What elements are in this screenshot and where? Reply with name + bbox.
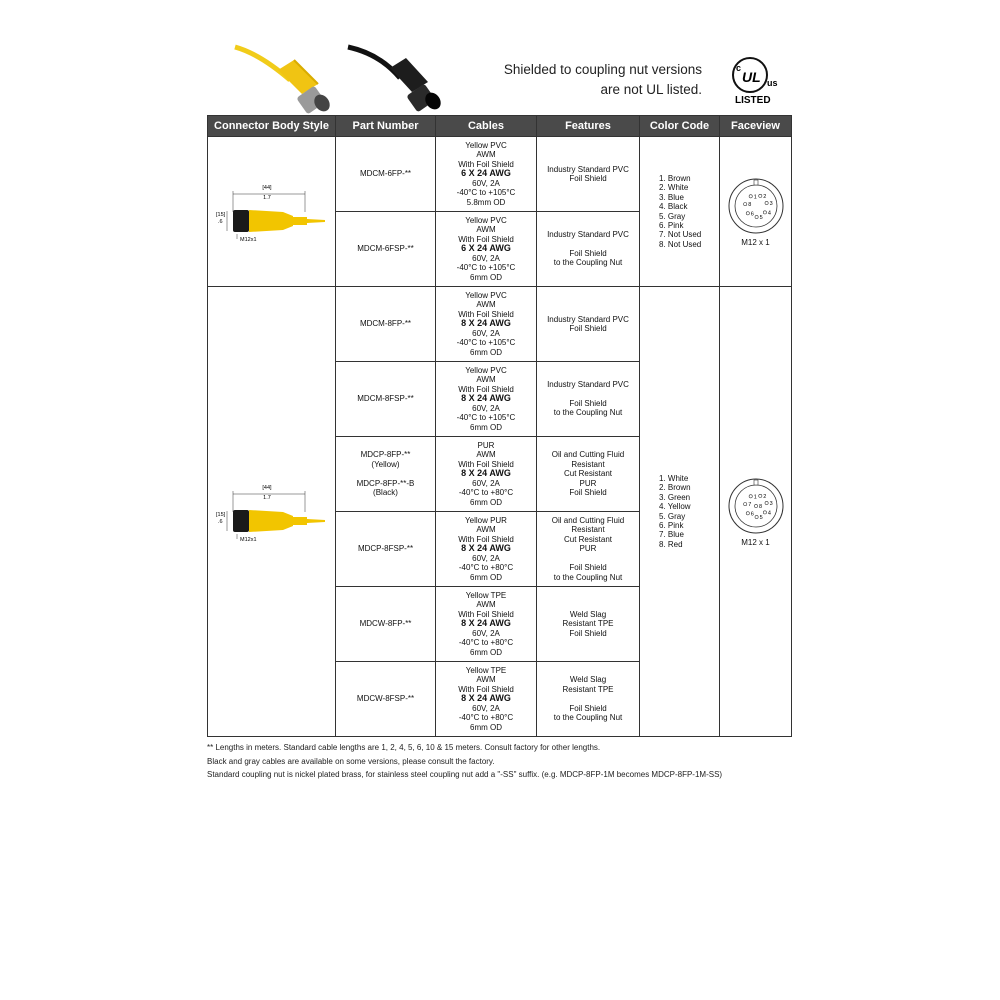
- header-faceview: Faceview: [720, 116, 792, 137]
- cable-gauge: 8 X 24 AWG: [461, 693, 511, 704]
- color-code-line: 3. Green: [659, 492, 691, 502]
- feature-line: [537, 240, 639, 249]
- features-cell: [537, 662, 640, 737]
- cable-spec-line: -40°C to +80°C: [458, 488, 514, 498]
- feature-line: to the Coupling Nut: [553, 713, 623, 723]
- pin-label: 2: [762, 193, 766, 200]
- svg-text:[15]: [15]: [215, 511, 225, 518]
- cable-line: With Foil Shield: [458, 159, 514, 169]
- part-number-line: MDCM-6FP-**: [359, 169, 412, 179]
- header-cables: Cables: [436, 116, 537, 137]
- feature-line: [537, 554, 639, 563]
- cables-cell: [436, 662, 537, 737]
- cable-line: With Foil Shield: [458, 309, 514, 319]
- feature-line: Resistant: [571, 459, 605, 469]
- color-code-line: 5. Gray: [659, 211, 686, 221]
- cables-cell: [436, 212, 537, 287]
- svg-text:UL: UL: [742, 69, 761, 85]
- table-row: [208, 287, 792, 362]
- cables-cell: [436, 437, 537, 512]
- cable-line: With Foil Shield: [458, 459, 514, 469]
- feature-line: Resistant: [571, 525, 605, 535]
- feature-line: Industry Standard PVC: [547, 164, 629, 174]
- faceview-diagram: [726, 476, 786, 536]
- cable-spec-line: 6mm OD: [470, 497, 502, 507]
- pin-label: 6: [750, 211, 754, 218]
- faceview-label: M12 x 1: [741, 537, 770, 547]
- svg-text:.6: .6: [217, 218, 223, 225]
- faceview-label: M12 x 1: [741, 237, 770, 247]
- cables-cell: [436, 512, 537, 587]
- part-number-line: MDCM-8FSP-**: [357, 394, 414, 404]
- cable-line: With Foil Shield: [458, 234, 514, 244]
- feature-line: PUR: [579, 478, 597, 488]
- features-cell: [537, 287, 640, 362]
- cable-spec-line: 60V, 2A: [472, 253, 500, 263]
- cable-line: AWM: [476, 375, 496, 385]
- cable-spec-line: 6mm OD: [470, 722, 502, 732]
- feature-line: [537, 390, 639, 399]
- cable-gauge: 8 X 24 AWG: [461, 468, 511, 479]
- part-number-line: (Black): [373, 488, 398, 498]
- svg-text:1.7: 1.7: [262, 494, 271, 501]
- part-number-cell: [336, 362, 436, 437]
- feature-line: Industry Standard PVC: [547, 380, 629, 390]
- color-code-line: 1. White: [659, 473, 689, 483]
- part-number-line: MDCW-8FP-**: [359, 619, 412, 629]
- feature-line: Cut Resistant: [563, 469, 613, 479]
- feature-line: Oil and Cutting Fluid: [551, 516, 625, 526]
- header-features: Features: [537, 116, 640, 137]
- part-number-cell: [336, 212, 436, 287]
- cable-gauge: 8 X 24 AWG: [461, 543, 511, 554]
- footnote-cable-colors: Black and gray cables are available on some versions, please consult the factory.: [207, 756, 495, 766]
- feature-line: to the Coupling Nut: [553, 408, 623, 418]
- feature-line: Weld Slag: [569, 675, 607, 685]
- feature-line: to the Coupling Nut: [553, 258, 623, 268]
- cable-gauge: 6 X 24 AWG: [461, 243, 511, 254]
- cable-spec-line: 6mm OD: [470, 422, 502, 432]
- part-number-line: [336, 469, 435, 478]
- svg-text:[44]: [44]: [261, 484, 272, 491]
- part-number-cell: [336, 662, 436, 737]
- footnote-coupling-nut: Standard coupling nut is nickel plated brass, for stainless steel coupling nut add a "-SS" suffix. (e.g. MDCP-8FP-1M becomes MDCP-8FP-1M-SS): [207, 770, 723, 779]
- feature-line: Oil and Cutting Fluid: [551, 450, 625, 460]
- pin-label: 5: [759, 214, 763, 221]
- cable-line: Yellow PVC: [465, 366, 507, 376]
- header-connector-body-style: Connector Body Style: [208, 116, 336, 137]
- faceview-diagram: [726, 176, 786, 236]
- cable-line: AWM: [476, 600, 496, 610]
- cables-cell: [436, 287, 537, 362]
- part-number-line: MDCP-8FSP-**: [357, 544, 414, 554]
- cables-cell: [436, 362, 537, 437]
- pin-label: 7: [747, 501, 751, 508]
- color-code-list: [659, 474, 691, 549]
- cable-spec-line: 60V, 2A: [472, 403, 500, 413]
- color-code-line: 7. Blue: [659, 530, 684, 540]
- part-number-cell: [336, 512, 436, 587]
- pin-label: 1: [753, 494, 757, 501]
- feature-line: Cut Resistant: [563, 534, 613, 544]
- table-row: [208, 137, 792, 212]
- color-code-line: 3. Blue: [659, 192, 684, 202]
- faceview-cell: [720, 137, 792, 287]
- feature-line: Foil Shield: [569, 248, 607, 258]
- color-code-line: 1. Brown: [659, 173, 691, 183]
- product-spec-table: [207, 115, 792, 737]
- cable-line: AWM: [476, 525, 496, 535]
- cable-line: Yellow TPE: [465, 591, 507, 601]
- cable-line: With Foil Shield: [458, 609, 514, 619]
- pin-label: 5: [759, 514, 763, 521]
- cables-cell: [436, 587, 537, 662]
- ul-note-line1: Shielded to coupling nut versions: [503, 62, 702, 77]
- features-cell: [537, 587, 640, 662]
- svg-text:M12x1: M12x1: [239, 236, 257, 242]
- connector-drawing: [213, 482, 331, 542]
- part-number-line: MDCP-8FP-**: [360, 450, 411, 460]
- cable-line: AWM: [476, 225, 496, 235]
- feature-line: Foil Shield: [569, 563, 607, 573]
- connector-body-style-cell: [208, 137, 336, 287]
- cable-spec-line: -40°C to +80°C: [458, 563, 514, 573]
- cable-gauge: 8 X 24 AWG: [461, 318, 511, 329]
- feature-line: Foil Shield: [569, 398, 607, 408]
- pin-label: 2: [762, 493, 766, 500]
- cable-spec-line: -40°C to +105°C: [456, 413, 516, 423]
- header-color-code: Color Code: [640, 116, 720, 137]
- pin-label: 4: [767, 210, 771, 217]
- feature-line: Resistant TPE: [562, 684, 614, 694]
- color-code-line: 6. Pink: [659, 220, 684, 230]
- svg-text:1.7: 1.7: [262, 194, 271, 201]
- part-number-cell: [336, 137, 436, 212]
- svg-text:LISTED: LISTED: [735, 95, 771, 106]
- features-cell: [537, 362, 640, 437]
- svg-text:[44]: [44]: [261, 184, 272, 191]
- color-code-line: 6. Pink: [659, 520, 684, 530]
- color-code-line: 5. Gray: [659, 511, 686, 521]
- feature-line: Foil Shield: [569, 324, 607, 333]
- cable-spec-line: 60V, 2A: [472, 553, 500, 563]
- cable-spec-line: 6mm OD: [470, 647, 502, 657]
- footnotes: [207, 741, 807, 782]
- connector-drawing: [213, 182, 331, 242]
- pin-label: 3: [769, 200, 773, 207]
- color-code-list: [659, 174, 701, 249]
- color-code-cell: [640, 287, 720, 737]
- cable-line: AWM: [476, 300, 496, 310]
- ul-note: [470, 60, 702, 100]
- svg-text:c: c: [736, 63, 742, 73]
- cable-line: With Foil Shield: [458, 534, 514, 544]
- feature-line: Foil Shield: [569, 703, 607, 713]
- pin-label: 8: [747, 201, 751, 208]
- pin-label: 1: [753, 194, 757, 201]
- cables-cell: [436, 137, 537, 212]
- feature-line: Weld Slag: [569, 609, 607, 619]
- cable-gauge: 8 X 24 AWG: [461, 393, 511, 404]
- pin-label: 6: [750, 511, 754, 518]
- ul-note-line2: are not UL listed.: [600, 82, 702, 97]
- color-code-line: 4. Black: [659, 202, 688, 212]
- pin-label: 8: [758, 503, 762, 510]
- part-number-line: MDCW-8FSP-**: [356, 694, 415, 704]
- cable-gauge: 6 X 24 AWG: [461, 168, 511, 179]
- features-cell: [537, 512, 640, 587]
- footnote-lengths: ** Lengths in meters. Standard cable lengths are 1, 2, 4, 5, 6, 10 & 15 meters. Consult factory for other lengths.: [207, 743, 601, 752]
- svg-text:M12x1: M12x1: [239, 536, 257, 542]
- faceview-cell: [720, 287, 792, 737]
- color-code-line: 8. Red: [659, 539, 683, 549]
- part-number-line: (Yellow): [371, 459, 400, 469]
- svg-text:[15]: [15]: [215, 211, 225, 218]
- color-code-line: 8. Not Used: [659, 239, 702, 249]
- svg-text:.6: .6: [217, 518, 223, 525]
- cable-spec-line: 6mm OD: [470, 347, 502, 357]
- product-photo: [230, 42, 460, 117]
- cable-spec-line: 60V, 2A: [472, 328, 500, 338]
- part-number-cell: [336, 437, 436, 512]
- cable-spec-line: 6mm OD: [470, 272, 502, 282]
- cable-line: Yellow PVC: [465, 291, 507, 301]
- feature-line: to the Coupling Nut: [553, 572, 623, 582]
- feature-line: Foil Shield: [569, 488, 607, 498]
- color-code-cell: [640, 137, 720, 287]
- cable-spec-line: -40°C to +80°C: [458, 713, 514, 723]
- cable-line: PUR: [477, 441, 495, 451]
- color-code-line: 7. Not Used: [659, 230, 702, 240]
- color-code-line: 2. Brown: [659, 483, 691, 493]
- cable-line: Yellow TPE: [465, 666, 507, 676]
- feature-line: Industry Standard PVC: [547, 314, 629, 324]
- cable-line: AWM: [476, 675, 496, 685]
- feature-line: [537, 694, 639, 703]
- ul-listed-logo: [728, 55, 786, 107]
- cable-line: Yellow PVC: [465, 216, 507, 226]
- cable-gauge: 8 X 24 AWG: [461, 618, 511, 629]
- part-number-line: MDCM-6FSP-**: [357, 244, 414, 254]
- cable-line: With Foil Shield: [458, 384, 514, 394]
- cable-spec-line: -40°C to +80°C: [458, 638, 514, 648]
- color-code-line: 2. White: [659, 183, 689, 193]
- cable-line: AWM: [476, 450, 496, 460]
- cable-spec-line: -40°C to +105°C: [456, 188, 516, 198]
- part-number-cell: [336, 587, 436, 662]
- part-number-cell: [336, 287, 436, 362]
- cable-line: Yellow PUR: [465, 516, 507, 526]
- feature-line: Resistant TPE: [562, 619, 614, 629]
- feature-line: Industry Standard PVC: [547, 230, 629, 240]
- feature-line: Foil Shield: [569, 628, 607, 638]
- svg-text:us: us: [767, 78, 778, 88]
- features-cell: [537, 437, 640, 512]
- cable-spec-line: -40°C to +105°C: [456, 338, 516, 348]
- cable-spec-line: 60V, 2A: [472, 178, 500, 188]
- part-number-line: MDCM-8FP-**: [359, 319, 412, 329]
- pin-label: 4: [767, 510, 771, 517]
- cable-spec-line: 6mm OD: [470, 572, 502, 582]
- pin-label: 3: [769, 500, 773, 507]
- feature-line: Foil Shield: [569, 174, 607, 183]
- header-part-number: Part Number: [336, 116, 436, 137]
- color-code-line: 4. Yellow: [659, 502, 691, 512]
- cable-spec-line: 60V, 2A: [472, 478, 500, 488]
- cable-line: AWM: [476, 150, 496, 160]
- features-cell: [537, 137, 640, 212]
- feature-line: PUR: [579, 544, 597, 554]
- cable-spec-line: 60V, 2A: [472, 628, 500, 638]
- part-number-line: MDCP-8FP-**-B: [356, 478, 415, 488]
- cable-spec-line: 60V, 2A: [472, 703, 500, 713]
- connector-body-style-cell: [208, 287, 336, 737]
- cable-line: Yellow PVC: [465, 141, 507, 151]
- cable-spec-line: 5.8mm OD: [466, 197, 506, 207]
- features-cell: [537, 212, 640, 287]
- cable-spec-line: -40°C to +105°C: [456, 263, 516, 273]
- cable-line: With Foil Shield: [458, 684, 514, 694]
